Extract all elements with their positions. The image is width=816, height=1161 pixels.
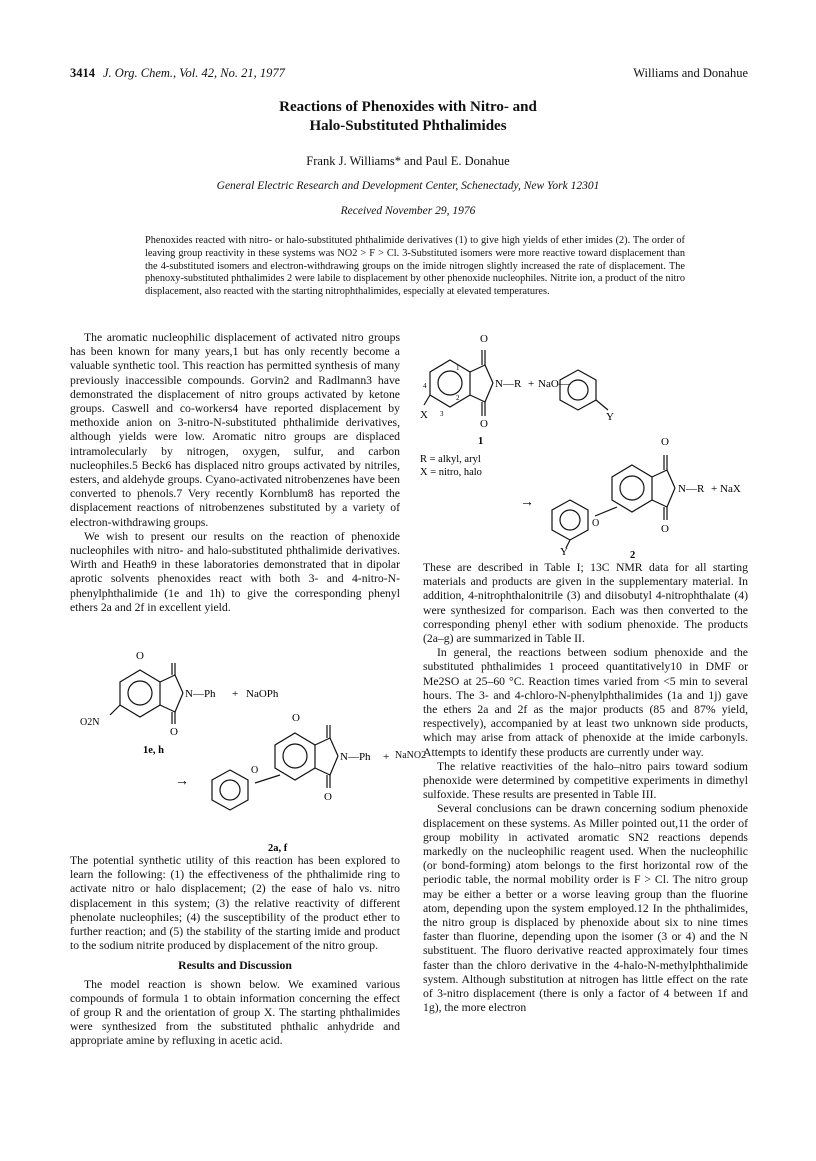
compound-label: 2a, f [268,843,288,854]
byproduct-label: NaNO2 [395,750,427,761]
oxygen-label: O [661,523,669,535]
n-ph-label: N—Ph [185,688,216,700]
running-head: Williams and Donahue [633,66,748,80]
n-r-label: N—R [495,378,522,390]
received-date: Received November 29, 1976 [340,205,476,217]
compound-label: 1e, h [143,745,164,756]
position-number: 4 [423,382,427,390]
paragraph: These are described in Table I; 13C NMR data for all starting materials and products are given in the supplementary material. In addition, 4-nitrophthalonitrile (3) and diisobutyl 4-nitrophthalate (4) were synthesized for comparison. Each was then converted to the corresponding phenyl ether with sodium phenoxide. The products (2a–g) are summarized in Table II. [423,561,748,646]
oxygen-label: O [136,650,144,662]
column-1-lower [70,854,400,1049]
oxygen-label: O [324,791,332,803]
reagent-label: NaO— [538,378,570,390]
scheme-nitro-phthalimide [80,645,410,855]
oxygen-label: O [661,436,669,448]
reaction-arrow: → [520,495,534,510]
benzene-ring-icon [120,670,160,717]
x-definition: X = nitro, halo [420,467,482,478]
title-line-1: Reactions of Phenoxides with Nitro- and [279,99,537,115]
column-2 [423,561,748,1016]
reaction-arrow: → [175,774,189,789]
plus-sign: + [711,483,718,495]
n-r-label: N—R [678,483,705,495]
paragraph: The relative reactivities of the halo–nitro pairs toward sodium phenoxide were determined by competitive experiments in dimethyl sulfoxide. These results are presented in Table III. [423,759,748,802]
journal-citation: J. Org. Chem., Vol. 42, No. 21, 1977 [103,66,285,80]
paragraph: The model reaction is shown below. We examined various compounds of formula 1 to obtain information concerning the effect of group R and the orientation of group X. The starting phthalimides were synthesized from the substituted phthalic anhydride and appropriate amine by refluxing in acetic acid. [70,977,400,1048]
oxygen-label: O [480,418,488,430]
plus-sign: + [528,378,535,390]
running-header [70,66,748,84]
scheme-model-reaction [420,330,748,560]
reagent-label: NaOPh [246,688,279,700]
nitro-label: O2N [80,717,100,728]
r-definition: R = alkyl, aryl [420,454,481,465]
compound-label: 2 [630,550,636,560]
plus-sign: + [232,688,239,700]
ether-oxygen-label: O [592,518,600,529]
affiliation: General Electric Research and Development Center, Schenectady, New York 12301 [216,180,600,192]
compound-label: 1 [478,436,484,447]
position-number: 3 [440,410,444,418]
paragraph: In general, the reactions between sodium phenoxide and the substituted phthalimides 1 proceed quantitatively10 in DMF or Me2SO at 25–60 °C. Reaction times varied from <5 min to several hours. The 3- and 4-chloro-N-phenylphthalimides (1a and 1j) gave the ethers 2a and 2f as the major products (85 and 87% yield, respectively), accompanied by at least two unknown side products, which may arise from attack of phenoxide at the imide carbonyls. Attempts to identify these products are currently under way. [423,646,748,759]
paragraph: Several conclusions can be drawn concerning sodium phenoxide displacement on these systems. As Miller pointed out,11 the order of group mobility in activated aromatic SN2 reactions depends markedly on the nucleophilic reagent used. When the nucleophilic (or bond-forming) atom belongs to the first horizontal row of the periodic table, the normal mobility order is F > Cl. The nitro group may be either a better or a worse leaving group than the fluorine atom, depending upon the system employed.12 In the phthalimides, the nitro group is displaced by phenoxide about six to nine times faster than fluorine, depending upon the isomer (3 or 4) and the N substituent. The fluoro derivative reacted approximately four times faster than the chloro derivative in the 4-halo-N-methylphthalimide system. Although substitution at nitrogen has little effect on the rate of 3-nitro displacement (there is only a factor of 4 between 1f and 1g), the more electron [423,802,748,1015]
section-heading: Results and Discussion [178,959,292,973]
oxygen-label: O [170,726,178,738]
y-substituent-label: Y [560,546,568,558]
aromatic-circle-icon [128,681,152,705]
header-left [70,66,285,81]
page-number: 3414 [70,66,95,80]
n-ph-label: N—Ph [340,751,371,763]
paragraph: The potential synthetic utility of this reaction has been explored to learn the following: (1) the effectiveness of the phthalimide ring to activate nitro or halo displacement; (2) the ease of halo vs. nitro displacement in this system; (3) the relative reactivity of different phenolate nucleophiles; (4) the susceptibility of the product ether to further reaction; and (5) the stability of the starting imide and product to the sodium nitrite produced by displacement of the nitro group. [70,854,400,953]
position-number: 2 [456,394,460,402]
ether-oxygen-label: O [251,765,259,776]
y-substituent-label: Y [606,411,614,423]
oxygen-label: O [480,333,488,345]
authors: Frank J. Williams* and Paul E. Donahue [306,154,510,168]
oxygen-label: O [292,712,300,724]
paragraph: The aromatic nucleophilic displacement of activated nitro groups has been known for many years,1 but has only recently become a valuable synthetic tool. This reaction has permitted synthesis of many previously inaccessible compounds. Gorvin2 and Radlmann3 have demonstrated the displacement of nitro groups activated by ketone groups. Caswell and co-workers4 have reported displacement by methoxide anion on 3-nitro-N-substituted phthalimide derivatives, although yields were low. Aromatic nitro groups are displaced intramolecularly by nitrogen, oxygen, sulfur, and carbon nucleophiles.5 Beck6 has displaced nitro groups activated by nitriles, esters, and aldehyde groups. Cyano-activated nitrobenzenes have been converted to phenols.7 Very recently Kornblum8 has reported the displacement reactions of nitrobenzenes substituted by a variety of electron-withdrawing groups. [70,331,400,529]
byproduct-label: NaX [720,483,741,495]
title-line-2: Halo-Substituted Phthalimides [309,118,507,134]
column-1-upper [70,331,400,615]
plus-sign: + [383,751,390,763]
position-number: 1 [456,364,460,372]
abstract: Phenoxides reacted with nitro- or halo-substituted phthalimide derivatives (1) to give high yields of ether imides (2). The order of leaving group reactivity in these systems was NO2 > F > Cl. 3-Substituted isomers were more reactive toward displacement than the 4-substituted isomers and electron-withdrawing groups on the imide nitrogen slightly increased the rate of displacement. The phenoxy-substituted phthalimides 2 were labile to displacement by other phenoxide nucleophiles. Nitrite ion, a product of the nitro displacement, also reacted with the starting nitrophthalimides, especially at elevated temperatures. [145,235,685,298]
paragraph: We wish to present our results on the reaction of phenoxide nucleophiles with nitro- and halo-substituted phthalimide derivatives. Wirth and Heath9 in these laboratories demonstrated that in dipolar aprotic solvents phenoxides react with both 3- and 4-nitro-N-phenylphthalimide (1e and 1h) to give the corresponding phenyl ethers 2a and 2f in excellent yield. [70,529,400,614]
x-substituent-label: X [420,409,428,421]
article-title [0,98,816,136]
